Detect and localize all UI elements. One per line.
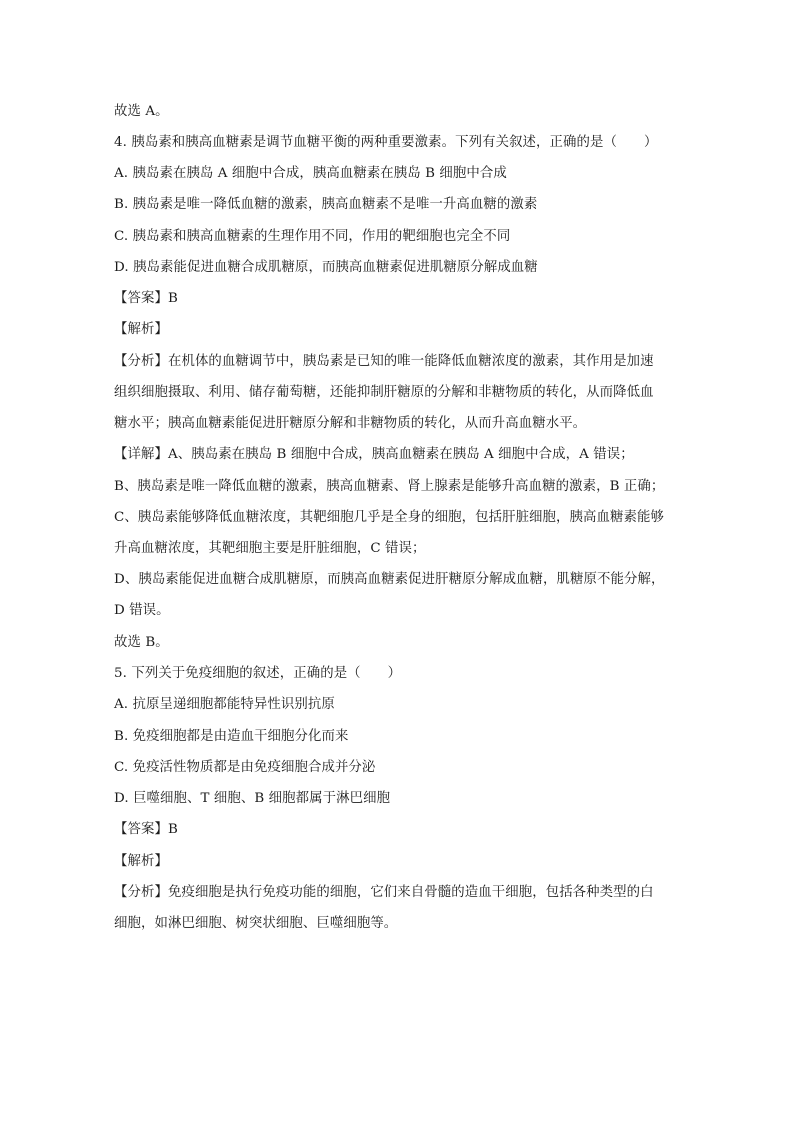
question-5-analysis-heading: 【解析】 [114, 854, 168, 869]
question-4-analysis-heading: 【解析】 [114, 322, 168, 337]
question-4-option-a: A. 胰岛素在胰岛 A 细胞中合成，胰高血糖素在胰岛 B 细胞中合成 [114, 166, 507, 181]
text-line-conclusion-prev: 故选 A。 [114, 104, 169, 119]
question-4-analysis-line-2: 组织细胞摄取、利用、储存葡萄糖，还能抑制肝糖原的分解和非糖物质的转化，从而降低血 [114, 385, 654, 400]
question-5-analysis-line-1: 【分析】免疫细胞是执行免疫功能的细胞，它们来自骨髓的造血干细胞，包括各种类型的白 [114, 885, 654, 900]
question-4-answer: 【答案】B [114, 291, 178, 306]
question-5-option-c: C. 免疫活性物质都是由免疫细胞合成并分泌 [114, 760, 376, 775]
question-4-detail-line-5: D、胰岛素能促进血糖合成肌糖原，而胰高血糖素促进肝糖原分解成血糖，肌糖原不能分解， [114, 572, 665, 587]
question-5-option-b: B. 免疫细胞都是由造血干细胞分化而来 [114, 729, 349, 744]
question-4-analysis-line-3: 糖水平；胰高血糖素能促进肝糖原分解和非糖物质的转化，从而升高血糖水平。 [114, 416, 587, 431]
question-5-option-a: A. 抗原呈递细胞都能特异性识别抗原 [114, 697, 335, 712]
question-4-analysis-line-1: 【分析】在机体的血糖调节中，胰岛素是已知的唯一能降低血糖浓度的激素，其作用是加速 [114, 354, 654, 369]
question-4-detail-line-3: C、胰岛素能够降低血糖浓度，其靶细胞几乎是全身的细胞，包括肝脏细胞，胰高血糖素能够 [114, 510, 664, 525]
question-4-detail-line-6: D 错误。 [114, 603, 170, 618]
question-5-answer: 【答案】B [114, 822, 178, 837]
question-4-detail-line-1: 【详解】A、胰岛素在胰岛 B 细胞中合成，胰高血糖素在胰岛 A 细胞中合成，A 错误； [114, 447, 634, 462]
question-4-option-c: C. 胰岛素和胰高血糖素的生理作用不同，作用的靶细胞也完全不同 [114, 229, 511, 244]
question-4-detail-line-4: 升高血糖浓度，其靶细胞主要是肝脏细胞，C 错误； [114, 541, 426, 556]
question-4-stem: 4. 胰岛素和胰高血糖素是调节血糖平衡的两种重要激素。下列有关叙述，正确的是（ ） [114, 135, 658, 150]
question-5-stem: 5. 下列关于免疫细胞的叙述，正确的是（ ） [114, 666, 402, 681]
question-5-analysis-line-2: 细胞，如淋巴细胞、树突状细胞、巨噬细胞等。 [114, 916, 398, 931]
question-4-detail-line-2: B、胰岛素是唯一降低血糖的激素，胰高血糖素、肾上腺素是能够升高血糖的激素，B 正确； [114, 479, 665, 494]
question-4-conclusion: 故选 B。 [114, 635, 169, 650]
question-4-option-d: D. 胰岛素能促进血糖合成肌糖原，而胰高血糖素促进肌糖原分解成血糖 [114, 260, 538, 275]
question-5-option-d: D. 巨噬细胞、T 细胞、B 细胞都属于淋巴细胞 [114, 791, 391, 806]
question-4-option-b: B. 胰岛素是唯一降低血糖的激素，胰高血糖素不是唯一升高血糖的激素 [114, 197, 538, 212]
